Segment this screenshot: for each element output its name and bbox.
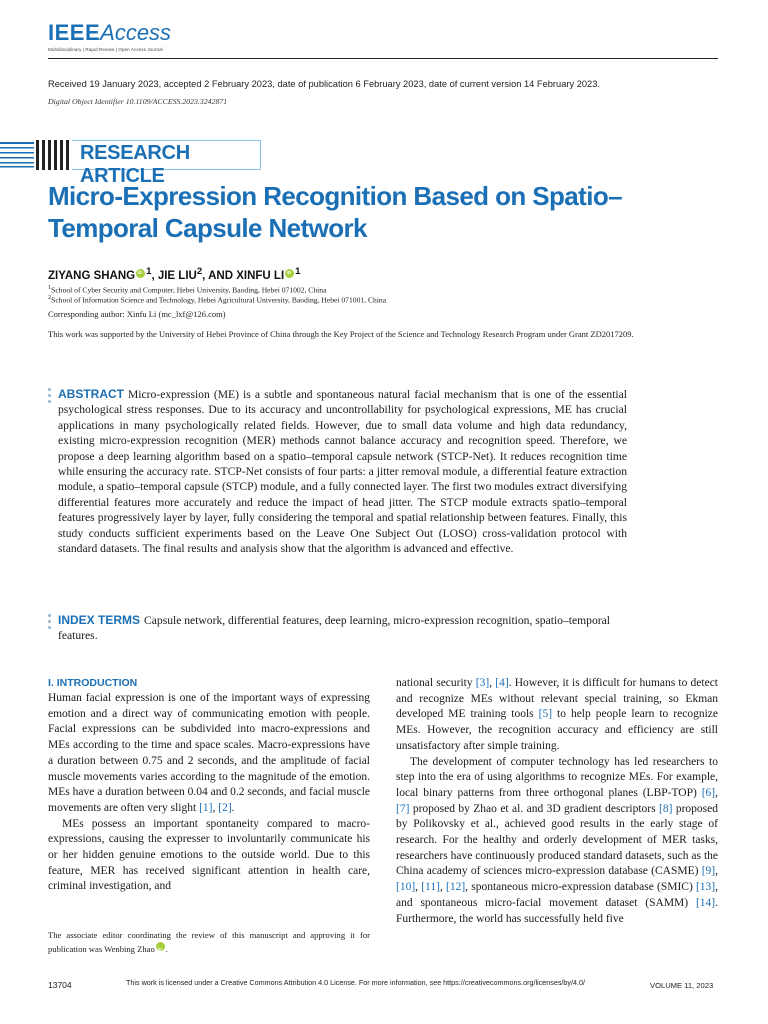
author-name: ZIYANG SHANG <box>48 269 136 282</box>
affil-mark: 1 <box>48 284 52 291</box>
volume-info: VOLUME 11, 2023 <box>650 981 714 990</box>
section-heading: I. INTRODUCTION <box>48 677 138 689</box>
citation-link[interactable]: [9] <box>701 865 716 878</box>
paragraph-text: proposed by Polikovsky et al., achieved good results in the early stage of research. For the healthy and orderly development of MER tasks, researchers have continuously produced standard datasets, such as the China academy of sciences micro-expression database (CASME) <box>396 802 718 878</box>
paragraph: MEs possess an important spontaneity compared to macro-expressions, causing the expresser to involuntarily communicate his or her hidden genuine emotions to the outside world. Due to this feature, MER has received significant attention in health care, criminal investigation, and <box>48 817 370 893</box>
body-column-right <box>396 676 718 927</box>
paragraph-text: . <box>231 801 235 814</box>
index-terms-dots-icon <box>48 614 51 632</box>
citation-link[interactable]: [6] <box>701 786 716 799</box>
abstract-text: Micro-expression (ME) is a subtle and spontaneous natural facial mechanism that is one of the essential psychological stress responses. Due to its accuracy and uncontrollability for psychological expressions, ME has crucial applications in many psychologically related fields. However, due to small data volume and high data redundancy, existing micro-expression recognition (MER) methods cannot balance accuracy and recognition speed. Therefore, we propose a deep learning algorithm based on a spatio–temporal capsule network (STCP-Net). It reduces recognition time while ensuring the accuracy rate. STCP-Net consists of four parts: a jitter removal module, a differential feature extraction module, a spatio–temporal capsule (STCP) module, and a fully connected layer. The first two modules extract diversifying differential features more accurately and reduce the impact of head jitter. The STCP module extracts spatio–temporal features progressively layer by layer, fully considering the temporal and spatial relationship between features. Finally, this study conducts sufficient experiments based on the Leave One Subject Out (LOSO) cross-validation protocol with standard datasets. The final results and analysis show that the algorithm is advanced and effective. <box>58 388 627 556</box>
author-name: , AND XINFU LI <box>202 269 285 282</box>
header-rule <box>48 58 718 59</box>
doi-line: Digital Object Identifier 10.1109/ACCESS.2023.3242871 <box>48 97 228 106</box>
author-affil-mark: 2 <box>196 266 203 277</box>
corresponding-author: Corresponding author: Xinfu Li (mc_lxf@126.com) <box>48 309 226 319</box>
orcid-icon[interactable] <box>156 942 165 951</box>
citation-link[interactable]: [5] <box>538 708 553 721</box>
paragraph-text: proposed by Zhao et al. and 3D gradient descriptors <box>409 802 659 815</box>
affil-text: School of Information Science and Technology, Hebei Agricultural University, Baoding, Hebei 071001, China <box>51 295 387 305</box>
citation-link[interactable]: [11] <box>421 881 440 894</box>
paragraph-text: , <box>715 786 718 799</box>
citation-link[interactable]: [4] <box>495 677 509 689</box>
citation-link[interactable]: [14] <box>695 896 716 909</box>
citation-link[interactable]: [1] <box>199 801 213 814</box>
page-number: 13704 <box>48 980 72 990</box>
paragraph-text: . Furthermore, the world has successfully held five <box>396 896 718 925</box>
funding-statement: This work was supported by the University of Hebei Province of China through the Key Project of the Science and Technology Research Program under Grant ZD2017209. <box>48 329 634 339</box>
citation-link[interactable]: [12] <box>446 881 466 894</box>
banner-label: RESEARCH ARTICLE <box>80 142 190 187</box>
paragraph-text: , <box>715 865 718 878</box>
editor-footnote <box>48 929 370 956</box>
journal-logo <box>48 20 171 52</box>
author-affil-mark: 1 <box>295 266 301 277</box>
index-terms-text: Capsule network, differential features, deep learning, micro-expression recognition, spatio–temporal features. <box>58 614 610 643</box>
body-column-left <box>48 676 370 895</box>
orcid-icon[interactable] <box>285 269 294 278</box>
affiliation-1 <box>48 284 326 295</box>
citation-link[interactable]: [3] <box>475 677 490 689</box>
banner-stripes-icon <box>0 138 70 172</box>
abstract <box>58 387 627 556</box>
affiliation-2 <box>48 294 386 305</box>
logo-access: Access <box>100 20 172 45</box>
citation-link[interactable]: [7] <box>396 802 410 815</box>
paragraph-text: , <box>439 881 446 894</box>
article-type-banner <box>0 138 270 187</box>
author-name: , JIE LIU <box>151 269 197 282</box>
affil-mark: 2 <box>48 294 52 301</box>
footnote-text: . <box>165 944 168 954</box>
citation-link[interactable]: [10] <box>396 881 416 894</box>
paragraph <box>48 691 370 817</box>
paper-title: Micro-Expression Recognition Based on Spatio–Temporal Capsule Network <box>48 181 622 243</box>
paragraph-text: , <box>212 801 219 814</box>
citation-link[interactable]: [13] <box>695 881 716 894</box>
paragraph-text: , spontaneous micro-expression database (SMIC) <box>465 881 696 894</box>
paragraph-text: , <box>415 881 422 894</box>
logo-ieee: IEEE <box>48 20 101 45</box>
paragraph-text: to help people learn to recognize MEs. However, the recognition accuracy and efficiency are still unsatisfactory after simple training. <box>396 708 718 752</box>
author-affil-mark: 1 <box>146 266 152 277</box>
license-notice: This work is licensed under a Creative Commons Attribution 4.0 License. For more information, see https://creativecommons.org/licenses/by/4.0/ <box>126 978 586 987</box>
paragraph <box>396 676 718 755</box>
paragraph-text: The development of computer technology has led researchers to step into the era of using algorithms to recognize MEs. For example, local binary patterns from three orthogonal planes (LBP-TOP) <box>396 755 718 799</box>
abstract-dots-icon <box>48 388 51 406</box>
footnote-text: The associate editor coordinating the review of this manuscript and approving it for publication was Wenbing Zhao <box>48 930 370 954</box>
author-list <box>48 266 300 282</box>
received-dates: Received 19 January 2023, accepted 2 February 2023, date of publication 6 February 2023, date of current version 14 February 2023. <box>48 79 600 89</box>
paragraph-text: , <box>489 677 496 689</box>
index-terms-label: INDEX TERMS <box>58 613 141 627</box>
paragraph-text: national security <box>396 677 476 689</box>
citation-link[interactable]: [8] <box>659 802 673 815</box>
logo-tagline: Multidisciplinary | Rapid Review | Open Access Journal <box>48 47 163 52</box>
abstract-label: ABSTRACT <box>58 387 124 401</box>
paragraph-text: , and spontaneous micro-facial movement dataset (SAMM) <box>396 881 719 909</box>
orcid-icon[interactable] <box>136 269 145 278</box>
paragraph-text: . However, it is difficult for humans to detect and recognize MEs without relevant special training, so Ekman developed ME training tools <box>396 677 719 721</box>
affil-text: School of Cyber Security and Computer, Hebei University, Baoding, Hebei 071002, China <box>51 285 327 295</box>
index-terms <box>58 613 627 644</box>
paragraph <box>396 755 718 928</box>
citation-link[interactable]: [2] <box>218 801 232 814</box>
paragraph-text: Human facial expression is one of the important ways of expressing emotion and a direct way of communicating emotion with people. Facial expressions can be subdivided into macro-expressions and MEs according to the time and space scales. Macro-expressions have a duration between 0.75 and 2 seconds, and the amplitude of facial muscle movements varies according to the magnitude of the emotion. MEs have a duration between 0.04 and 0.2 seconds, and facial muscle movements are often very slight <box>48 692 370 814</box>
